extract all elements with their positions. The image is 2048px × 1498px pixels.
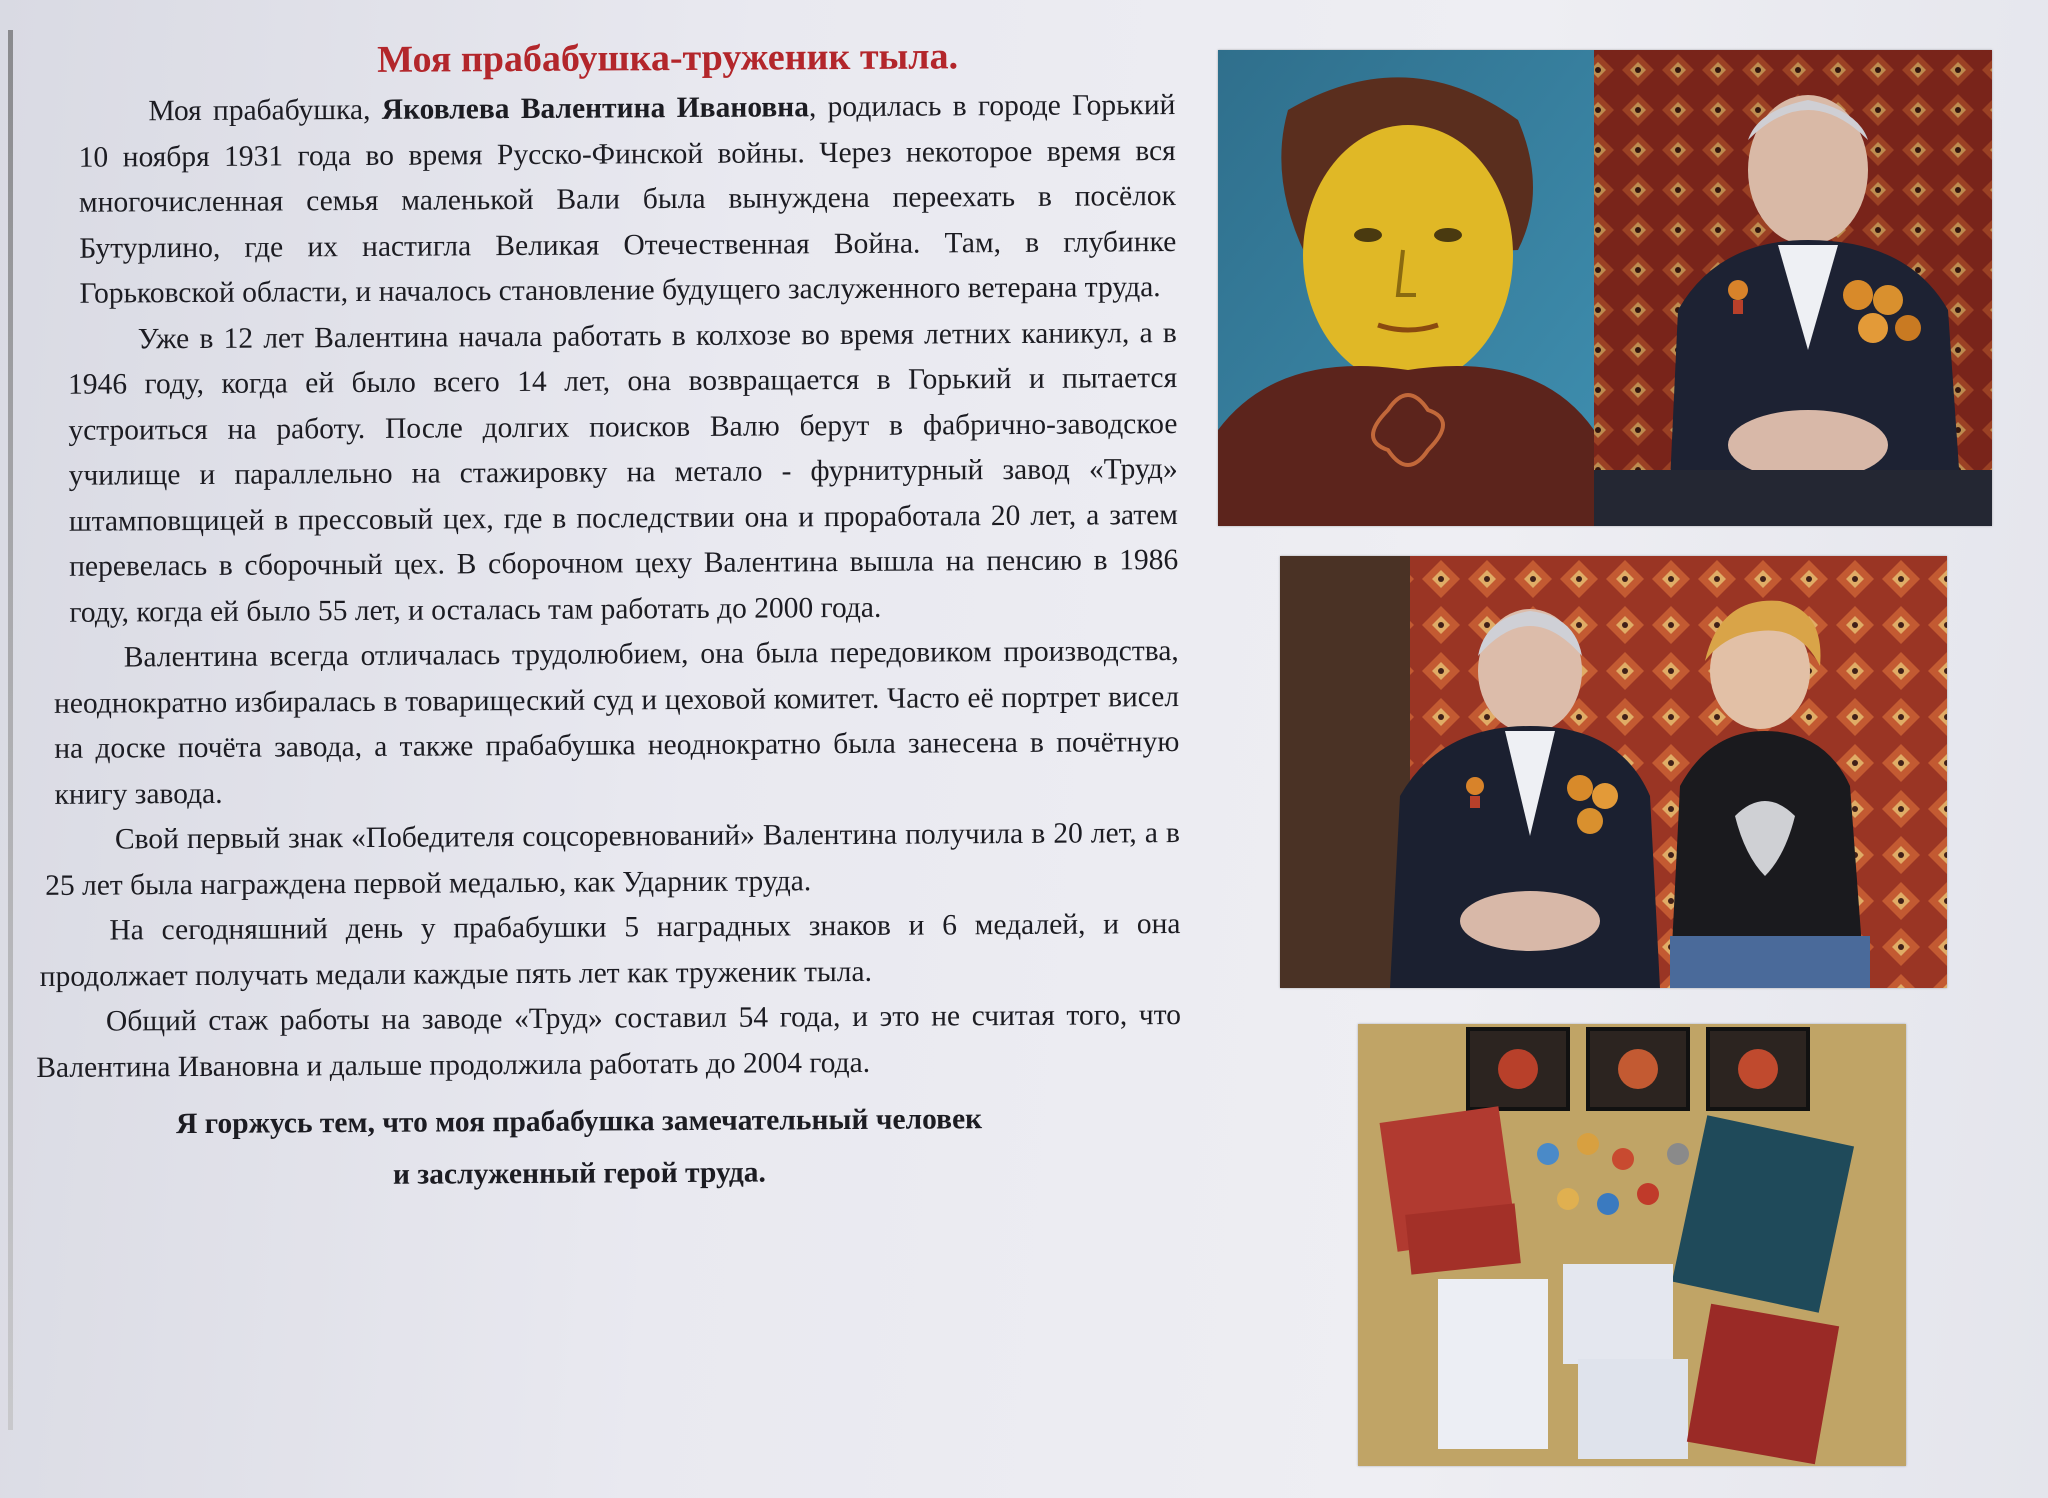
paragraph-4: Свой первый знак «Победителя соцсоревнований» Валентина получила в 20 лет, а в 25 лет была награждена первой медалью, как Ударник труда. xyxy=(45,816,1180,902)
framed-medals xyxy=(1468,1029,1808,1109)
photo-portraits xyxy=(1218,50,1992,526)
photo-awards xyxy=(1358,1024,1906,1466)
photo-with-grandson-image xyxy=(1280,556,1947,988)
paragraph-6: Общий стаж работы на заводе «Труд» составил 54 года, и это не считая того, что Валентина Ивановна и дальше продолжила работать до 2004 года. xyxy=(36,998,1182,1084)
closing-line-2: и заслуженный герой труда. xyxy=(392,1156,766,1191)
photo-portraits-image xyxy=(1218,50,1992,526)
article-text-column xyxy=(30,33,1182,1203)
paragraph-5: На сегодняшний день у прабабушки 5 наградных знаков и 6 медалей, и она продолжает получать медали каждые пять лет как труженик тыла. xyxy=(39,907,1181,993)
photo-with-grandson xyxy=(1280,556,1947,988)
paragraph-3: Валентина всегда отличалась трудолюбием, она была передовиком производства, неоднократно избиралась в товарищеский суд и цеховой комитет. Часто её портрет висел на доске почёта завода, а также прабабушка неоднократно была занесена в почётную книгу завода. xyxy=(53,634,1180,811)
person-name: Яковлева Валентина Ивановна xyxy=(381,91,810,126)
article-title: Моя прабабушка-труженик тыла. xyxy=(377,35,959,81)
closing-statement xyxy=(36,1092,1182,1203)
paragraph-1 xyxy=(30,83,1176,317)
closing-line-1: Я горжусь тем, что моя прабабушка замечательный человек xyxy=(175,1103,983,1141)
paragraph-1-intro: Моя прабабушка, xyxy=(148,93,382,128)
photo-awards-image xyxy=(1358,1024,1906,1466)
paragraph-2: Уже в 12 лет Валентина начала работать в колхозе во время летних каникул, а в 1946 году, когда ей было всего 14 лет, она возвращается в Горький и пытается устроиться на работу. После долгих поисков Валю берут в фабрично-заводское училище и параллельно на стажировку на метало - фурнитурный завод «Труд» штамповщицей в прессовый цех, где в последствии она и проработала 20 лет, а затем перевелась в сборочный цех. В сборочном цеху Валентина вышла на пенсию в 1986 году, когда ей было 55 лет, и осталась там работать до 2000 года. xyxy=(68,316,1179,629)
paragraph-1-rest: , родилась в городе Горький 10 ноября 1931 года во время Русско-Финской войны. Через некоторое время вся многочисленная семья маленькой Вали была вынуждена переехать в посёлок Бутурлино, где их настигла Великая Отечественная Война. Там, в глубинке Горьковской области, и началось становление будущего заслуженного ветерана труда. xyxy=(78,89,1177,310)
